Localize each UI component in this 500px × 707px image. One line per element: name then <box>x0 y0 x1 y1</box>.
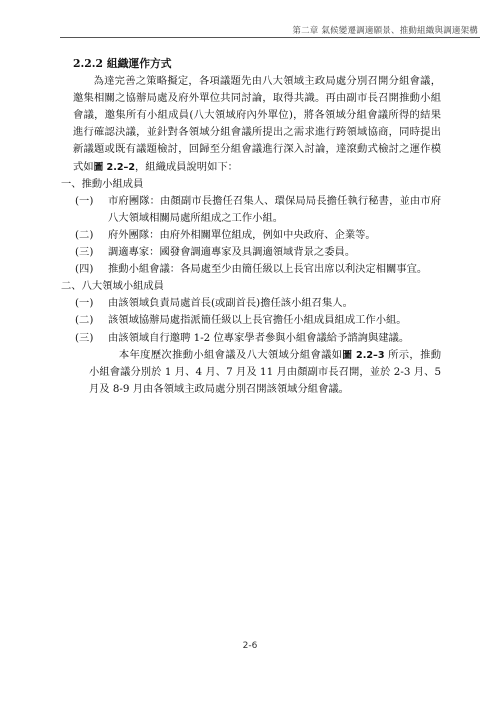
item-number: (三) <box>75 331 94 344</box>
list-item <box>73 193 441 227</box>
item-text: 調適專家：國發會調適專家及具調適領域背景之委員。 <box>108 246 356 259</box>
page-number: 2-6 <box>242 641 258 651</box>
figure-reference[interactable]: 圖 2.2–2 <box>93 161 135 173</box>
list-item <box>73 244 441 261</box>
list-item <box>73 295 441 312</box>
list-item <box>73 227 441 244</box>
closing-paragraph <box>89 347 441 398</box>
page-content <box>61 55 442 398</box>
item-text: 府外團隊：由府外相關單位組成，例如中央政府、企業等。 <box>108 228 376 241</box>
figure-reference[interactable]: 圖 2.2–3 <box>342 349 385 361</box>
group1-heading: 一、推動小組成員 <box>61 177 144 190</box>
item-number: (二) <box>75 314 94 327</box>
item-text: 推動小組會議：各局處至少由簡任級以上長官出席以利決定相關事宜。 <box>108 263 428 276</box>
list-item <box>73 261 441 278</box>
group2-heading: 二、八大領域小組成員 <box>61 280 164 293</box>
closing-text: 本年度歷次推動小組會議及八大領域分組會議如 <box>118 348 343 361</box>
item-number: (四) <box>75 263 94 276</box>
intro-paragraph <box>73 73 441 176</box>
section-title: 2.2.2 組織運作方式 <box>73 57 172 70</box>
item-text: 由該領域負責局處首長(或副首長)擔任該小組召集人。 <box>108 297 353 310</box>
item-number: (三) <box>75 246 94 259</box>
header-divider <box>60 37 480 38</box>
list-item <box>73 330 441 347</box>
item-number: (一) <box>75 297 94 310</box>
closing-text-end: 所示，推動小組會議分別於 1 月、4 月、7 月及 11 月由顏副市長召開，並於 2-3 月、5 月及 8-9 月由各領域主政局處分別召開該領域分組會議。 <box>89 348 442 395</box>
chapter-title: 第二章 氣候變遷調適願景、推動組織與調適架構 <box>292 26 478 36</box>
page-header <box>0 0 500 40</box>
item-text: 市府團隊：由顏副市長擔任召集人、環保局局長擔任執行秘書，並由市府八大領域相關局處所組成之工作小組。 <box>108 194 441 224</box>
item-text: 由該領域自行邀聘 1-2 位專家學者參與小組會議給予諮詢與建議。 <box>108 331 410 344</box>
intro-text: 為達完善之策略擬定，各項議題先由八大領域主政局處分別召開分組會議，邀集相關之協辦局處及府外單位共同討論，取得共識。再由副市長召開推動小組會議，邀集所有小組成員(八大領域府內外單位)，將各領域分組會議所得的結果進行確認決議，並針對各領域分組會議所提出之需求進行跨領域協商，同時提出新議題或既有議題檢討，回歸至分組會議進行深入討論，達滾動式檢討之運作模式如 <box>73 75 441 173</box>
item-text: 該領域協辦局處指派簡任級以上長官擔任小組成員組成工作小組。 <box>108 314 407 327</box>
item-number: (一) <box>75 194 94 207</box>
list-item <box>73 312 441 329</box>
intro-text-end: ，組織成員說明如下： <box>135 160 238 173</box>
item-number: (二) <box>75 228 94 241</box>
